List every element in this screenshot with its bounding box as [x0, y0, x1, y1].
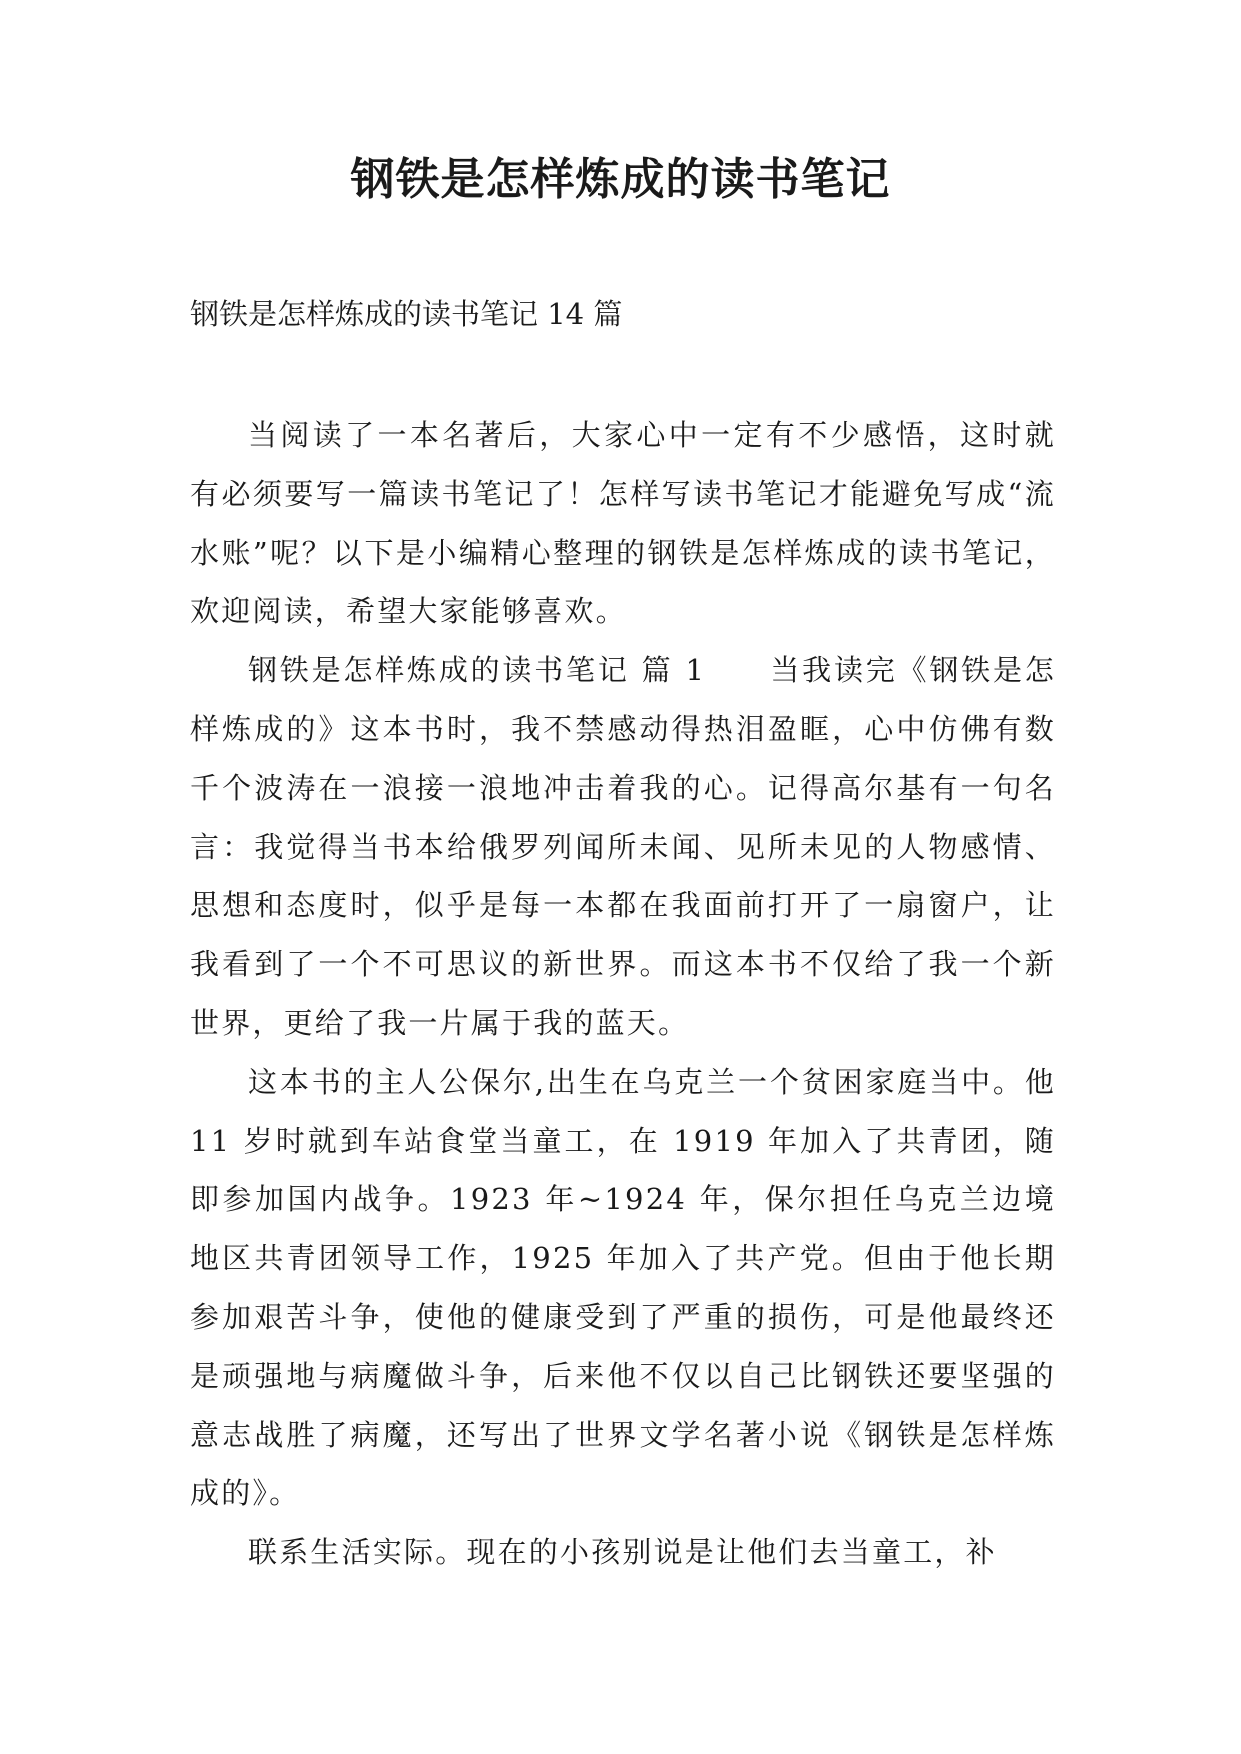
body-paragraph: 钢铁是怎样炼成的读书笔记 篇 1 当我读完《钢铁是怎样炼成的》这本书时，我不禁感动得热泪盈眶，心中仿佛有数千个波涛在一浪接一浪地冲击着我的心。记得高尔基有一句名言：我觉得当书本给俄罗列闻所未闻、见所未见的人物感情、思想和态度时，似乎是每一本都在我面前打开了一扇窗户，让我看到了一个不可思议的新世界。而这本书不仅给了我一个新世界，更给了我一片属于我的蓝天。 [190, 653, 1056, 1040]
intro-paragraph: 当阅读了一本名著后，大家心中一定有不少感悟，这时就有必须要写一篇读书笔记了！怎样写读书笔记才能避免写成“流水账”呢？以下是小编精心整理的钢铁是怎样炼成的读书笔记，欢迎阅读，希望大家能够喜欢。 [190, 418, 1056, 629]
document-subtitle: 钢铁是怎样炼成的读书笔记 14 篇 [190, 297, 623, 331]
body-paragraph: 联系生活实际。现在的小孩别说是让他们去当童工，补 [248, 1535, 997, 1570]
document-body [190, 406, 1056, 1582]
document-title: 钢铁是怎样炼成的读书笔记 [350, 154, 891, 205]
body-paragraph: 这本书的主人公保尔,出生在乌克兰一个贫困家庭当中。他 11 岁时就到车站食堂当童工，在 1919 年加入了共青团，随即参加国内战争。1923 年~1924 年，保尔担任乌克兰边境地区共青团领导工作，1925 年加入了共产党。但由于他长期参加艰苦斗争，使他的健康受到了严重的损伤，可是他最终还是顽强地与病魔做斗争，后来他不仅以自己比钢铁还要坚强的意志战胜了病魔，还写出了世界文学名著小说《钢铁是怎样炼成的》。 [190, 1064, 1056, 1511]
